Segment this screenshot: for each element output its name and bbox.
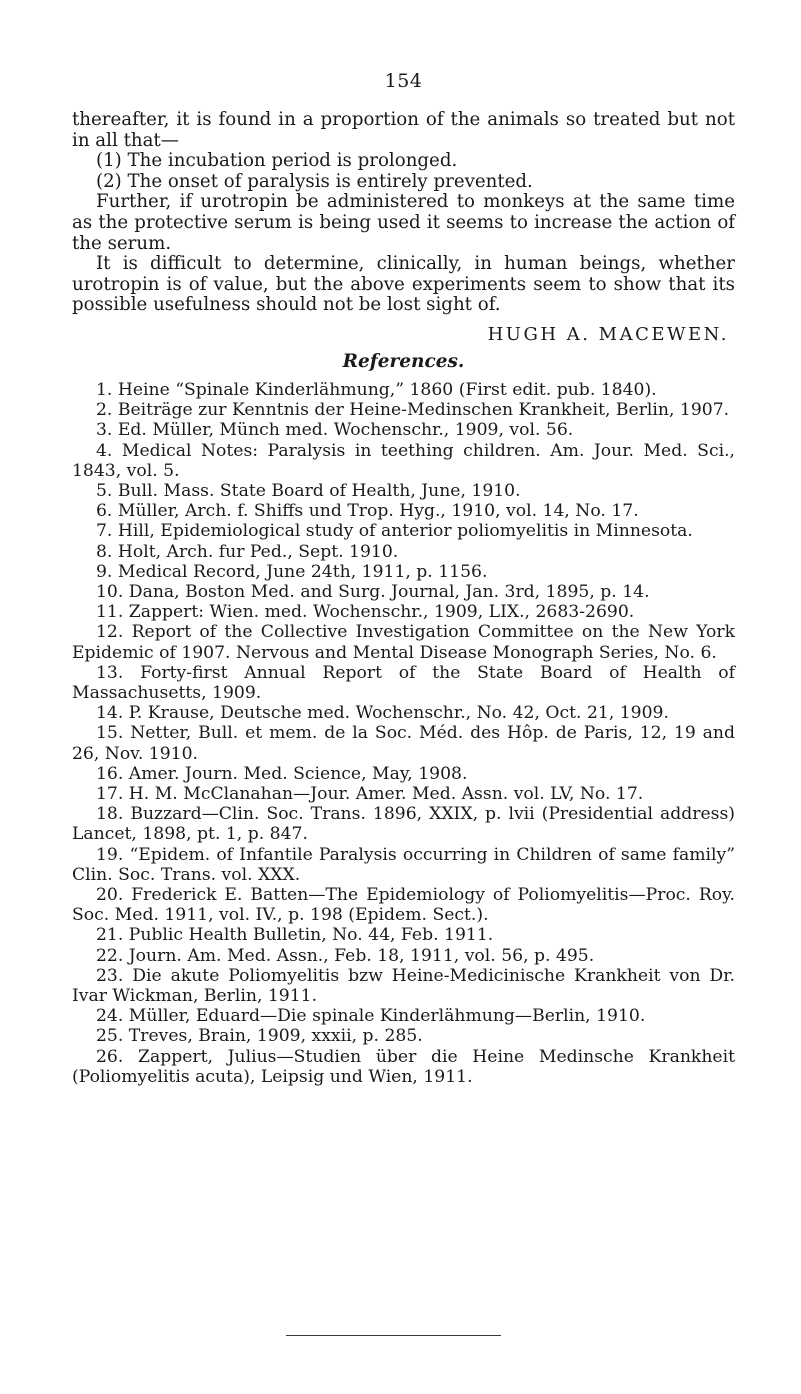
reference-item: 21. Public Health Bulletin, No. 44, Feb. 1911.	[96, 925, 494, 946]
reference-item: 1. Heine “Spinale Kinderlähmung,” 1860 (First edit. pub. 1840).	[96, 379, 657, 400]
references-heading: References.	[342, 350, 465, 372]
reference-item: 15. Netter, Bull. et mem. de la Soc. Méd. des Hôp. de Paris, 12, 19 and 26, Nov. 1910.	[72, 723, 735, 764]
reference-item: 19. “Epidem. of Infantile Paralysis occurring in Children of same family” Clin. Soc. Trans. vol. XXX.	[72, 844, 735, 885]
reference-item: 17. H. M. McClanahan—Jour. Amer. Med. Assn. vol. LV, No. 17.	[96, 784, 644, 804]
body-text	[72, 110, 735, 316]
author-signature: HUGH A. MACEWEN.	[487, 323, 729, 345]
reference-item: 9. Medical Record, June 24th, 1911, p. 1156.	[96, 561, 488, 582]
reference-item: 13. Forty-first Annual Report of the State Board of Health of Massachusetts, 1909.	[72, 662, 735, 703]
references-list	[72, 380, 735, 1087]
reference-item: 8. Holt, Arch. fur Ped., Sept. 1910.	[96, 541, 399, 562]
paragraph-clinical-value: It is difficult to determine, clinically, in human beings, whether urotropin is of value, but the above experiments seem to show that its possible usefulness should not be lost sight of.	[72, 253, 735, 316]
reference-item: 7. Hill, Epidemiological study of anterior poliomyelitis in Minnesota.	[96, 521, 693, 542]
reference-item: 3. Ed. Müller, Münch med. Wochenschr., 1909, vol. 56.	[96, 420, 574, 441]
reference-item: 22. Journ. Am. Med. Assn., Feb. 18, 1911, vol. 56, p. 495.	[96, 945, 595, 966]
reference-item: 4. Medical Notes: Paralysis in teething children. Am. Jour. Med. Sci., 1843, vol. 5.	[72, 440, 735, 481]
page-number: 154	[384, 70, 423, 92]
reference-item: 24. Müller, Eduard—Die spinale Kinderlähmung—Berlin, 1910.	[96, 1006, 646, 1027]
reference-item: 14. P. Krause, Deutsche med. Wochenschr., No. 42, Oct. 21, 1909.	[96, 703, 669, 724]
reference-item: 23. Die akute Poliomyelitis bzw Heine-Medicinische Krankheit von Dr. Ivar Wickman, Berlin, 1911.	[72, 965, 735, 1007]
reference-item: 20. Frederick E. Batten—The Epidemiology of Poliomyelitis—Proc. Roy. Soc. Med. 1911, vol. IV., p. 198 (Epidem. Sect.).	[72, 885, 735, 926]
reference-item: 6. Müller, Arch. f. Shiffs und Trop. Hyg., 1910, vol. 14, No. 17.	[96, 501, 639, 522]
reference-item: 2. Beiträge zur Kenntnis der Heine-Medinschen Krankheit, Berlin, 1907.	[96, 400, 730, 421]
reference-item: 26. Zappert, Julius—Studien über die Heine Medinsche Krankheit (Poliomyelitis acuta), Leipsig und Wien, 1911.	[72, 1046, 735, 1087]
reference-item: 16. Amer. Journ. Med. Science, May, 1908.	[96, 763, 468, 784]
reference-item: 11. Zappert: Wien. med. Wochenschr., 1909, LIX., 2683-2690.	[96, 602, 635, 623]
paragraph-urotropin-serum: Further, if urotropin be administered to monkeys at the same time as the protective serum is being used it seems to increase the action of the serum.	[72, 191, 735, 254]
point-incubation: (1) The incubation period is prolonged.	[96, 150, 458, 172]
reference-item: 25. Treves, Brain, 1909, xxxii, p. 285.	[96, 1026, 423, 1047]
reference-item: 12. Report of the Collective Investigation Committee on the New York Epidemic of 1907. Nervous and Mental Disease Monograph Series, No. 6.	[72, 622, 735, 663]
reference-item: 10. Dana, Boston Med. and Surg. Journal, Jan. 3rd, 1895, p. 14.	[96, 581, 650, 602]
reference-item: 5. Bull. Mass. State Board of Health, June, 1910.	[96, 480, 521, 501]
closing-rule	[286, 1335, 501, 1336]
paragraph-continuation: thereafter, it is found in a proportion of the animals so treated but not in all that—	[72, 109, 735, 151]
reference-item: 18. Buzzard—Clin. Soc. Trans. 1896, XXIX, p. lvii (Presidential address) Lancet, 1898, pt. 1, p. 847.	[72, 804, 735, 845]
point-paralysis: (2) The onset of paralysis is entirely prevented.	[96, 170, 533, 192]
